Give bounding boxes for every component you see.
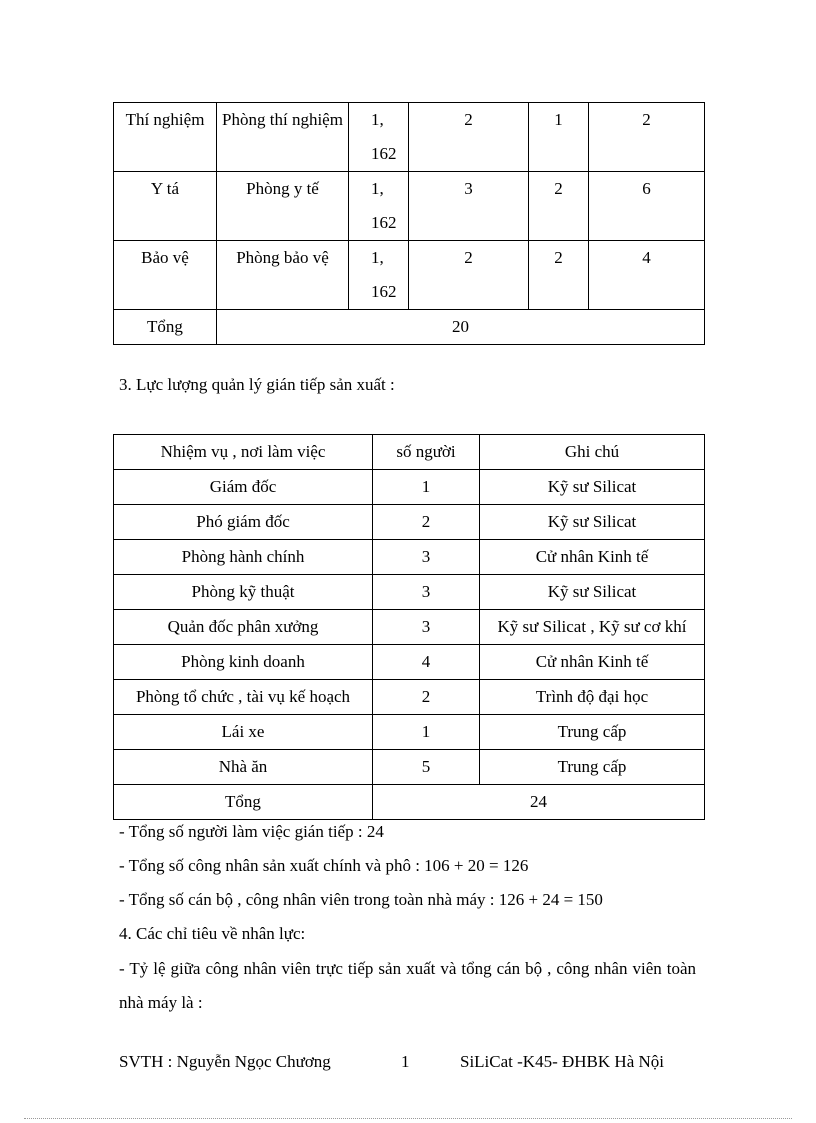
capacity-cell: [349, 172, 409, 241]
table-row: [114, 715, 705, 750]
capacity-cell: [349, 241, 409, 310]
role-cell: Phòng kinh doanh: [114, 645, 373, 680]
place-cell: Phòng bảo vệ: [217, 241, 349, 310]
table-row: [114, 680, 705, 715]
table-row: [114, 172, 705, 241]
footer-organization: SiLiCat -K45- ĐHBK Hà Nội: [460, 1052, 664, 1071]
count-cell: 3: [373, 610, 480, 645]
total-value: 24: [373, 785, 705, 820]
table-row: [114, 241, 705, 310]
role-cell: Lái xe: [114, 715, 373, 750]
value-cell: 2: [529, 241, 589, 310]
total-label: Tổng: [114, 310, 217, 345]
value-cell: 3: [409, 172, 529, 241]
footer-author: SVTH : Nguyễn Ngọc Chương: [119, 1052, 331, 1071]
column-header: Ghi chú: [480, 435, 705, 470]
role-cell: Quản đốc phân xưởng: [114, 610, 373, 645]
table-row: [114, 610, 705, 645]
capacity-cell: [349, 103, 409, 172]
count-cell: 3: [373, 540, 480, 575]
capacity-part: 1,: [371, 179, 384, 198]
role-cell: Phó giám đốc: [114, 505, 373, 540]
note-cell: Kỹ sư Silicat: [480, 575, 705, 610]
table-row: [114, 575, 705, 610]
place-cell: Phòng thí nghiệm: [217, 103, 349, 172]
value-cell: 2: [409, 241, 529, 310]
value-cell: 1: [529, 103, 589, 172]
count-cell: 3: [373, 575, 480, 610]
total-value: 20: [217, 310, 705, 345]
value-cell: 6: [589, 172, 705, 241]
count-cell: 2: [373, 680, 480, 715]
note-cell: Cử nhân Kinh tế: [480, 540, 705, 575]
section-heading: 4. Các chỉ tiêu về nhân lực:: [119, 924, 306, 943]
task-cell: Thí nghiệm: [114, 103, 217, 172]
role-cell: Phòng hành chính: [114, 540, 373, 575]
note-cell: Kỹ sư Silicat: [480, 470, 705, 505]
staffing-table-continued: [113, 102, 705, 345]
capacity-part: 1,: [371, 110, 384, 129]
place-cell: Phòng y tế: [217, 172, 349, 241]
count-cell: 2: [373, 505, 480, 540]
capacity-part: 162: [371, 213, 397, 232]
header-row: [114, 435, 705, 470]
total-label: Tổng: [114, 785, 373, 820]
table-row: [114, 540, 705, 575]
bullet-line: - Tổng số cán bộ , công nhân viên trong toàn nhà máy : 126 + 24 = 150: [119, 890, 603, 909]
role-cell: Nhà ăn: [114, 750, 373, 785]
note-cell: Kỹ sư Silicat , Kỹ sư cơ khí: [480, 610, 705, 645]
bullet-line: - Tổng số công nhân sản xuất chính và phô : 106 + 20 = 126: [119, 856, 529, 875]
page-bottom-divider: [24, 1118, 792, 1119]
column-header: Nhiệm vụ , nơi làm việc: [114, 435, 373, 470]
table-row: [114, 103, 705, 172]
total-row: [114, 310, 705, 345]
count-cell: 1: [373, 470, 480, 505]
role-cell: Phòng tổ chức , tài vụ kế hoạch: [114, 680, 373, 715]
value-cell: 2: [409, 103, 529, 172]
management-staff-table: [113, 434, 705, 820]
value-cell: 2: [589, 103, 705, 172]
page-number: 1: [401, 1052, 410, 1071]
ratio-paragraph: - Tỷ lệ giữa công nhân viên trực tiếp sản xuất và tổng cán bộ , công nhân viên toàn nhà máy là :: [119, 959, 696, 1012]
value-cell: 2: [529, 172, 589, 241]
role-cell: Giám đốc: [114, 470, 373, 505]
table-row: [114, 505, 705, 540]
count-cell: 5: [373, 750, 480, 785]
column-header: số người: [373, 435, 480, 470]
table-row: [114, 750, 705, 785]
capacity-part: 162: [371, 282, 397, 301]
note-cell: Trung cấp: [480, 750, 705, 785]
count-cell: 4: [373, 645, 480, 680]
value-cell: 4: [589, 241, 705, 310]
capacity-part: 162: [371, 144, 397, 163]
table-row: [114, 645, 705, 680]
table-row: [114, 470, 705, 505]
task-cell: Bảo vệ: [114, 241, 217, 310]
capacity-part: 1,: [371, 248, 384, 267]
note-cell: Cử nhân Kinh tế: [480, 645, 705, 680]
count-cell: 1: [373, 715, 480, 750]
role-cell: Phòng kỹ thuật: [114, 575, 373, 610]
note-cell: Kỹ sư Silicat: [480, 505, 705, 540]
task-cell: Y tá: [114, 172, 217, 241]
note-cell: Trung cấp: [480, 715, 705, 750]
bullet-line: - Tổng số người làm việc gián tiếp : 24: [119, 822, 384, 841]
note-cell: Trình độ đại học: [480, 680, 705, 715]
section-heading: 3. Lực lượng quản lý gián tiếp sản xuất :: [119, 375, 395, 394]
